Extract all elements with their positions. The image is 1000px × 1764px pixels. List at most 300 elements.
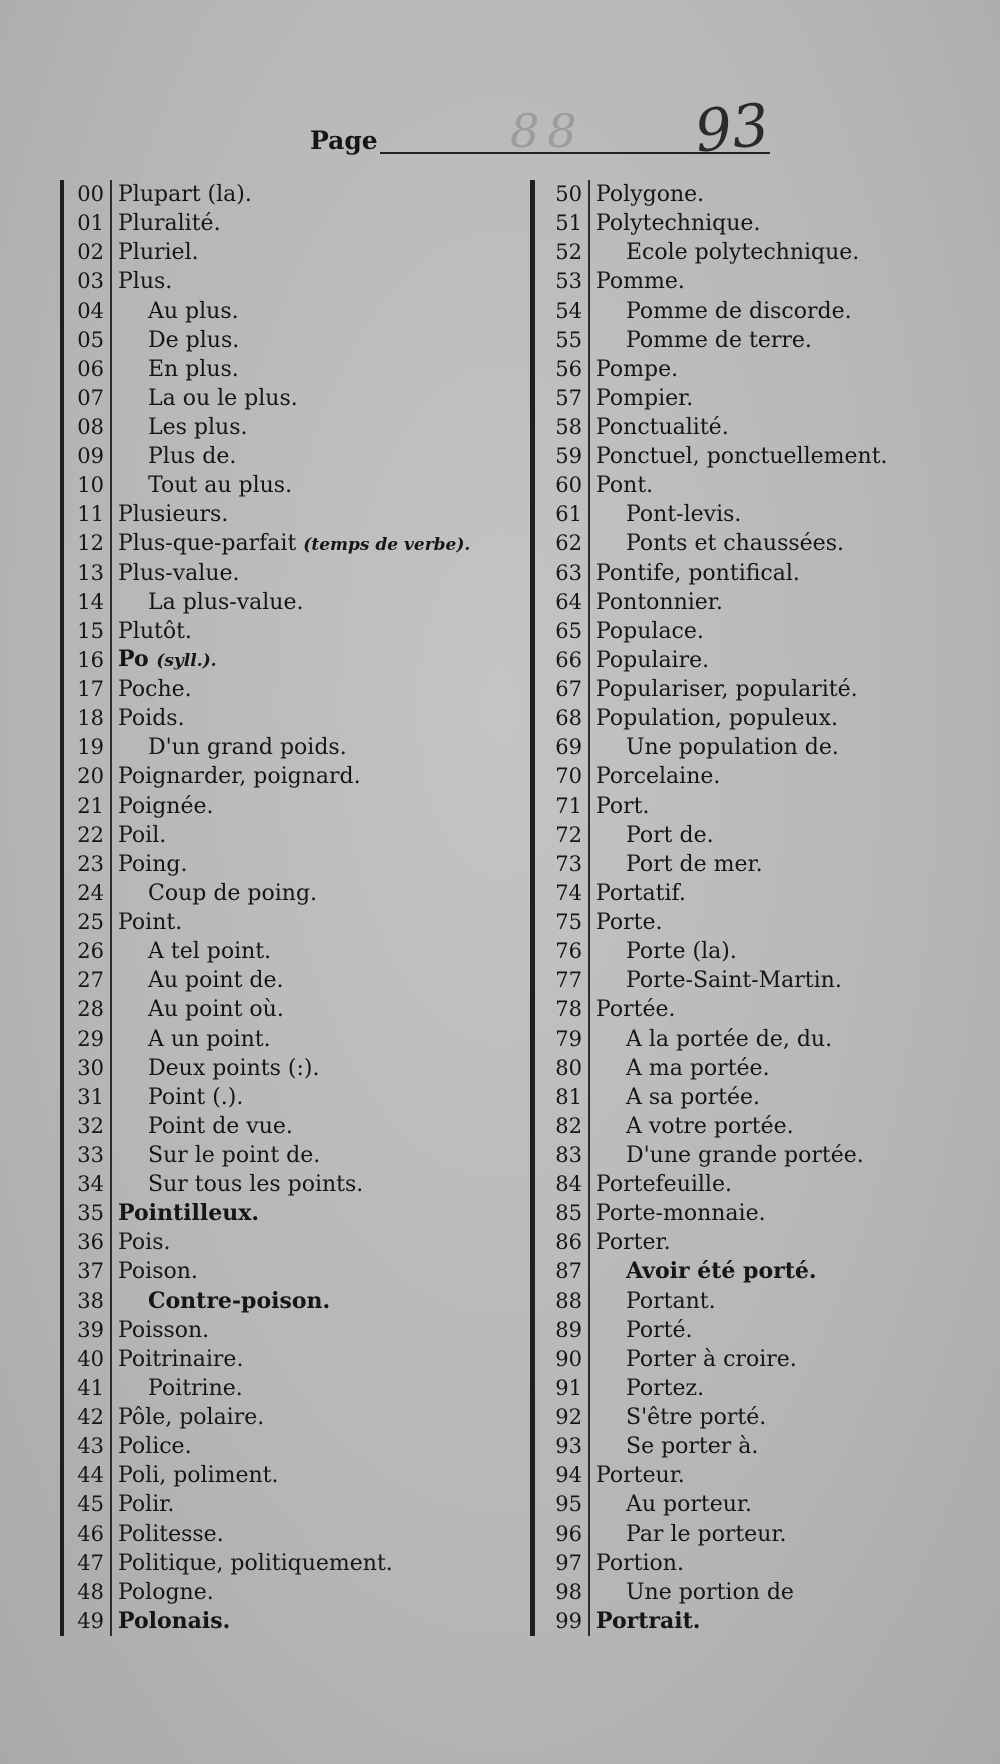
entry-term — [596, 559, 800, 588]
index-entry — [60, 1490, 530, 1519]
entry-term-text: Au point de. — [148, 968, 284, 994]
entry-number: 67 — [555, 677, 582, 702]
index-entry — [60, 1199, 530, 1228]
index-entry — [60, 267, 530, 296]
index-entry — [60, 704, 530, 733]
entry-term-text: Deux points (:). — [148, 1055, 320, 1081]
entry-term-text: Plusieurs. — [118, 502, 229, 528]
right-column — [530, 180, 970, 1636]
entry-number: 76 — [555, 939, 582, 964]
entry-term — [118, 617, 192, 646]
entry-term-text: Pomme de discorde. — [626, 298, 852, 324]
entry-term-text: Porté. — [626, 1317, 693, 1343]
entry-term-text: Polytechnique. — [596, 211, 761, 237]
entry-number: 31 — [77, 1084, 104, 1109]
entry-term — [596, 879, 686, 908]
entry-term-text: Porcelaine. — [596, 764, 721, 790]
entry-term-text: Porte-Saint-Martin. — [626, 968, 842, 994]
entry-term-text: Population, populeux. — [596, 706, 839, 732]
entry-term — [118, 1199, 259, 1228]
entry-number: 86 — [555, 1230, 582, 1255]
entry-term-text: Plutôt. — [118, 618, 192, 644]
entry-term-text: Poing. — [118, 851, 188, 877]
entry-term-text: Porte. — [596, 910, 663, 936]
entry-term-text: Port de. — [626, 822, 714, 848]
entry-term-text: Portant. — [626, 1288, 716, 1314]
entry-number: 03 — [77, 269, 104, 294]
entry-term — [118, 1141, 320, 1170]
index-entry — [60, 1024, 530, 1053]
entry-term-text: Porte-monnaie. — [596, 1201, 766, 1227]
entry-term — [118, 966, 284, 995]
entry-term — [118, 908, 182, 937]
index-entry — [530, 180, 970, 209]
entry-term — [596, 1287, 716, 1316]
entry-term — [596, 471, 653, 500]
index-entry — [530, 762, 970, 791]
entry-term-text: Porte (la). — [626, 939, 737, 965]
index-entry — [530, 1024, 970, 1053]
entry-term-text: Politesse. — [118, 1521, 224, 1547]
entry-number: 85 — [555, 1201, 582, 1226]
index-entry — [60, 1287, 530, 1316]
entry-term — [596, 1228, 671, 1257]
entry-number: 99 — [555, 1608, 582, 1633]
entry-term-text: A tel point. — [148, 939, 272, 965]
index-entry — [530, 1403, 970, 1432]
index-entry — [530, 500, 970, 529]
entry-number: 07 — [77, 385, 104, 410]
entry-term-text: Portez. — [626, 1375, 705, 1401]
entry-number: 06 — [77, 356, 104, 381]
index-entry — [60, 850, 530, 879]
index-entry — [530, 792, 970, 821]
index-entry — [530, 966, 970, 995]
entry-term — [596, 413, 729, 442]
entry-term-text: Pluralité. — [118, 211, 221, 237]
entry-number: 88 — [555, 1288, 582, 1313]
index-entry — [530, 617, 970, 646]
index-entry — [60, 675, 530, 704]
entry-number: 70 — [555, 764, 582, 789]
entry-term-text: A votre portée. — [626, 1113, 794, 1139]
entry-number: 66 — [555, 647, 582, 672]
entry-number: 10 — [77, 473, 104, 498]
entry-term — [118, 413, 247, 442]
entry-term — [596, 529, 844, 558]
entry-term-text: Portion. — [596, 1550, 684, 1576]
entry-number: 02 — [77, 240, 104, 265]
index-entry — [60, 617, 530, 646]
entry-number: 58 — [555, 415, 582, 439]
index-entry — [60, 559, 530, 588]
index-entry — [530, 238, 970, 267]
index-entry — [530, 1083, 970, 1112]
index-entry — [60, 500, 530, 529]
entry-number: 44 — [77, 1463, 104, 1488]
entry-term — [118, 879, 317, 908]
entry-term-text: Pologne. — [118, 1579, 214, 1605]
index-entry — [60, 384, 530, 413]
entry-term — [118, 995, 284, 1024]
entry-term — [118, 645, 217, 676]
entry-term — [118, 267, 172, 296]
entry-term-text: Sur le point de. — [148, 1143, 321, 1168]
entry-number: 13 — [77, 560, 104, 585]
entry-term-text: Plus de. — [148, 444, 237, 470]
entry-term-text: A un point. — [148, 1026, 271, 1052]
entry-term — [118, 1112, 293, 1141]
entry-number: 81 — [555, 1084, 582, 1109]
entry-number: 36 — [77, 1230, 104, 1255]
entry-number: 68 — [555, 706, 582, 731]
entry-number: 05 — [77, 327, 104, 352]
entry-term-text: Porter à croire. — [626, 1346, 797, 1372]
entry-number: 51 — [555, 211, 582, 236]
entry-term — [118, 384, 298, 413]
index-entry — [60, 1141, 530, 1170]
entry-term — [596, 1403, 766, 1432]
entry-number: 00 — [77, 182, 104, 207]
entry-term-text: A la portée de, du. — [626, 1026, 833, 1052]
index-entry — [530, 529, 970, 558]
index-entry — [60, 355, 530, 384]
index-entry — [60, 762, 530, 791]
entry-term — [118, 588, 304, 617]
entry-term — [118, 1083, 243, 1112]
entry-term-text: Poison. — [118, 1259, 198, 1285]
entry-term — [596, 267, 685, 296]
entry-number: 55 — [555, 327, 582, 352]
entry-term — [596, 1025, 832, 1054]
index-entry — [60, 1345, 530, 1374]
entry-term — [118, 1170, 363, 1199]
entry-term — [596, 821, 714, 850]
entry-number: 73 — [555, 851, 582, 876]
entry-term-text: Pois. — [118, 1230, 171, 1256]
entry-term-text: Plus-que-parfait — [118, 530, 297, 556]
entry-number: 23 — [77, 851, 104, 876]
page-header — [310, 90, 780, 168]
entry-number: 53 — [555, 269, 582, 294]
entry-term-text: D'une grande portée. — [626, 1143, 864, 1168]
entry-number: 77 — [555, 968, 582, 993]
handwritten-faint-number: 88 — [510, 104, 585, 158]
entry-term-text: Plus-value. — [118, 560, 240, 586]
entry-term-text: Point (.). — [148, 1084, 244, 1110]
index-entry — [530, 1287, 970, 1316]
entry-term-text: Les plus. — [148, 415, 248, 440]
entry-number: 65 — [555, 618, 582, 643]
entry-term — [596, 1170, 732, 1199]
index-entry — [530, 1607, 970, 1636]
index-entry — [530, 1345, 970, 1374]
entry-term-text: Portefeuille. — [596, 1172, 732, 1198]
index-entry — [530, 1549, 970, 1578]
entry-term — [596, 733, 839, 762]
entry-number: 64 — [555, 589, 582, 614]
entry-term-text: Portrait. — [596, 1607, 701, 1634]
index-entry — [530, 1490, 970, 1519]
entry-term — [596, 1549, 684, 1578]
handwritten-page-number: 93 — [691, 90, 773, 166]
entry-number: 54 — [555, 298, 582, 323]
entry-term-text: Pomme de terre. — [626, 327, 812, 353]
entry-term-text: Police. — [118, 1434, 192, 1460]
entry-number: 49 — [77, 1608, 104, 1633]
entry-term-text: Pompier. — [596, 385, 694, 411]
entry-number: 92 — [555, 1405, 582, 1430]
index-entry — [530, 355, 970, 384]
entry-term — [596, 850, 763, 879]
entry-term — [596, 1199, 766, 1228]
entry-number: 24 — [77, 880, 104, 905]
entry-term-text: Poids. — [118, 706, 185, 732]
entry-number: 28 — [77, 997, 104, 1022]
entry-term-text: Polonais. — [118, 1607, 231, 1634]
entry-term-text: Ecole polytechnique. — [626, 240, 860, 266]
index-entry — [60, 1578, 530, 1607]
index-entry — [530, 559, 970, 588]
entry-number: 34 — [77, 1172, 104, 1197]
entry-number: 63 — [555, 560, 582, 585]
entry-term — [118, 850, 187, 879]
entry-term — [118, 471, 292, 500]
entry-term-text: Poignarder, poignard. — [118, 764, 361, 790]
entry-term — [118, 355, 239, 384]
index-entry — [60, 588, 530, 617]
index-entry — [530, 1228, 970, 1257]
entry-term — [596, 355, 678, 384]
index-entry — [60, 326, 530, 355]
index-entry — [530, 442, 970, 471]
entry-term — [596, 209, 760, 238]
entry-term — [118, 1316, 209, 1345]
index-entry — [530, 413, 970, 442]
entry-term — [118, 180, 252, 209]
entry-term-text: Plupart (la). — [118, 182, 252, 208]
entry-number: 32 — [77, 1113, 104, 1138]
index-entry — [60, 1432, 530, 1461]
entry-term-text: Pont. — [596, 473, 654, 499]
entry-term — [118, 297, 239, 326]
entry-term-text: Se porter à. — [626, 1434, 759, 1460]
entry-number: 39 — [77, 1317, 104, 1342]
entry-number: 43 — [77, 1434, 104, 1459]
entry-number: 26 — [77, 939, 104, 964]
index-entry — [530, 821, 970, 850]
entry-number: 11 — [77, 502, 104, 527]
index-entry — [530, 908, 970, 937]
index-entry — [60, 908, 530, 937]
index-entry — [60, 209, 530, 238]
entry-term — [118, 1432, 192, 1461]
entry-number: 93 — [555, 1434, 582, 1459]
index-entry — [60, 1461, 530, 1490]
entry-number: 95 — [555, 1492, 582, 1517]
entry-term — [118, 559, 240, 588]
entry-number: 57 — [555, 385, 582, 410]
entry-term — [596, 1257, 817, 1286]
index-entry — [60, 821, 530, 850]
index-entry — [530, 267, 970, 296]
entry-term-text: Pôle, polaire. — [118, 1405, 265, 1431]
index-entry — [530, 1461, 970, 1490]
entry-term-text: Pompe. — [596, 356, 679, 382]
entry-term-text: Coup de poing. — [148, 880, 318, 906]
index-entry — [60, 1403, 530, 1432]
entry-term — [118, 529, 470, 560]
entry-number: 97 — [555, 1550, 582, 1575]
index-entry — [60, 1549, 530, 1578]
entry-syllable-note: (syll.). — [156, 650, 217, 671]
index-entry — [60, 1316, 530, 1345]
entry-term — [118, 792, 213, 821]
index-entry — [530, 1112, 970, 1141]
entry-number: 35 — [77, 1201, 104, 1226]
entry-number: 82 — [555, 1113, 582, 1138]
entry-number: 38 — [77, 1288, 104, 1313]
entry-number: 18 — [77, 706, 104, 731]
entry-term — [118, 1578, 214, 1607]
entry-term — [118, 209, 221, 238]
entry-term-text: Populariser, popularité. — [596, 677, 858, 703]
entry-number: 75 — [555, 910, 582, 935]
entry-number: 62 — [555, 531, 582, 556]
entry-number: 56 — [555, 356, 582, 381]
entry-number: 94 — [555, 1463, 582, 1488]
entry-number: 25 — [77, 910, 104, 935]
index-entry — [60, 1374, 530, 1403]
entry-note: (temps de verbe). — [303, 534, 471, 555]
index-entry — [60, 1112, 530, 1141]
entry-number: 29 — [77, 1026, 104, 1051]
entry-number: 61 — [555, 502, 582, 527]
entry-term-text: A ma portée. — [626, 1055, 770, 1081]
index-entry — [60, 792, 530, 821]
entry-term — [596, 1316, 693, 1345]
entry-term-text: De plus. — [148, 327, 240, 353]
entry-term-text: Poche. — [118, 677, 192, 703]
entry-term — [118, 937, 271, 966]
entry-term — [118, 1461, 279, 1490]
entry-term — [596, 937, 737, 966]
entry-number: 41 — [77, 1375, 104, 1400]
entry-term — [596, 1083, 760, 1112]
entry-number: 78 — [555, 997, 582, 1022]
entry-term — [118, 1374, 243, 1403]
entry-term — [118, 1345, 243, 1374]
entry-term-text: En plus. — [148, 356, 239, 382]
index-entry — [60, 442, 530, 471]
entry-term-text: Point. — [118, 910, 183, 936]
entry-number: 89 — [555, 1317, 582, 1342]
entry-term-text: Politique, politiquement. — [118, 1550, 393, 1576]
index-entry — [60, 238, 530, 267]
entry-term-text: Porteur. — [596, 1463, 685, 1489]
entry-term — [118, 326, 239, 355]
entry-term-text: Po — [118, 645, 149, 672]
entry-term — [596, 1490, 752, 1519]
entry-term-text: Ponctuel, ponctuellement. — [596, 444, 888, 470]
entry-number: 04 — [77, 298, 104, 323]
entry-term — [596, 588, 723, 617]
entry-term — [596, 180, 704, 209]
entry-number: 90 — [555, 1346, 582, 1371]
entry-term-text: La plus-value. — [148, 589, 304, 615]
entry-number: 72 — [555, 822, 582, 847]
entry-number: 14 — [77, 589, 104, 614]
entry-term-text: Avoir été porté. — [626, 1258, 817, 1285]
entry-number: 84 — [555, 1172, 582, 1197]
entry-term — [596, 908, 663, 937]
index-entry — [530, 209, 970, 238]
entry-term — [118, 238, 199, 267]
index-entry — [60, 1083, 530, 1112]
index-entry — [530, 1520, 970, 1549]
entry-term-text: Au plus. — [148, 298, 239, 324]
index-entry — [60, 471, 530, 500]
index-entry — [530, 733, 970, 762]
entry-term-text: Poignée. — [118, 793, 214, 819]
entry-term — [596, 297, 852, 326]
index-entry — [60, 296, 530, 325]
entry-term — [596, 617, 704, 646]
entry-number: 45 — [77, 1492, 104, 1517]
entry-term — [596, 500, 741, 529]
entry-number: 40 — [77, 1346, 104, 1371]
entry-number: 08 — [77, 415, 104, 439]
entry-number: 17 — [77, 677, 104, 702]
entry-term — [596, 1141, 864, 1170]
entry-number: 98 — [555, 1579, 582, 1604]
entry-number: 46 — [77, 1521, 104, 1546]
entry-term-text: Sur tous les points. — [148, 1172, 364, 1198]
entry-term-text: Au point où. — [148, 997, 284, 1023]
index-entry — [60, 879, 530, 908]
entry-term-text: Poli, poliment. — [118, 1463, 279, 1489]
entry-term-text: A sa portée. — [626, 1084, 760, 1110]
entry-term — [596, 995, 676, 1024]
entry-number: 80 — [555, 1055, 582, 1080]
entry-term — [118, 1549, 393, 1578]
entry-term-text: Port. — [596, 793, 650, 819]
entry-term-text: Au porteur. — [626, 1492, 753, 1518]
index-entry — [530, 675, 970, 704]
entry-term — [596, 1054, 770, 1083]
entry-term-text: Point de vue. — [148, 1113, 293, 1139]
entry-number: 47 — [77, 1550, 104, 1575]
entry-number: 22 — [77, 822, 104, 847]
entry-term-text: Pontonnier. — [596, 589, 723, 615]
entry-term-text: Poil. — [118, 822, 167, 848]
entry-term — [118, 1490, 174, 1519]
entry-number: 71 — [555, 793, 582, 818]
entry-term — [118, 1228, 170, 1257]
entry-term — [118, 704, 185, 733]
entry-number: 33 — [77, 1143, 104, 1167]
entry-term — [596, 442, 888, 471]
entry-number: 69 — [555, 735, 582, 760]
entry-term — [596, 1112, 794, 1141]
entry-number: 21 — [77, 793, 104, 818]
entry-term-text: Pont-levis. — [626, 502, 742, 528]
entry-number: 12 — [77, 531, 104, 556]
index-entry — [530, 879, 970, 908]
entry-term-text: Pointilleux. — [118, 1200, 259, 1227]
index-entry — [530, 1054, 970, 1083]
entry-term — [596, 762, 720, 791]
